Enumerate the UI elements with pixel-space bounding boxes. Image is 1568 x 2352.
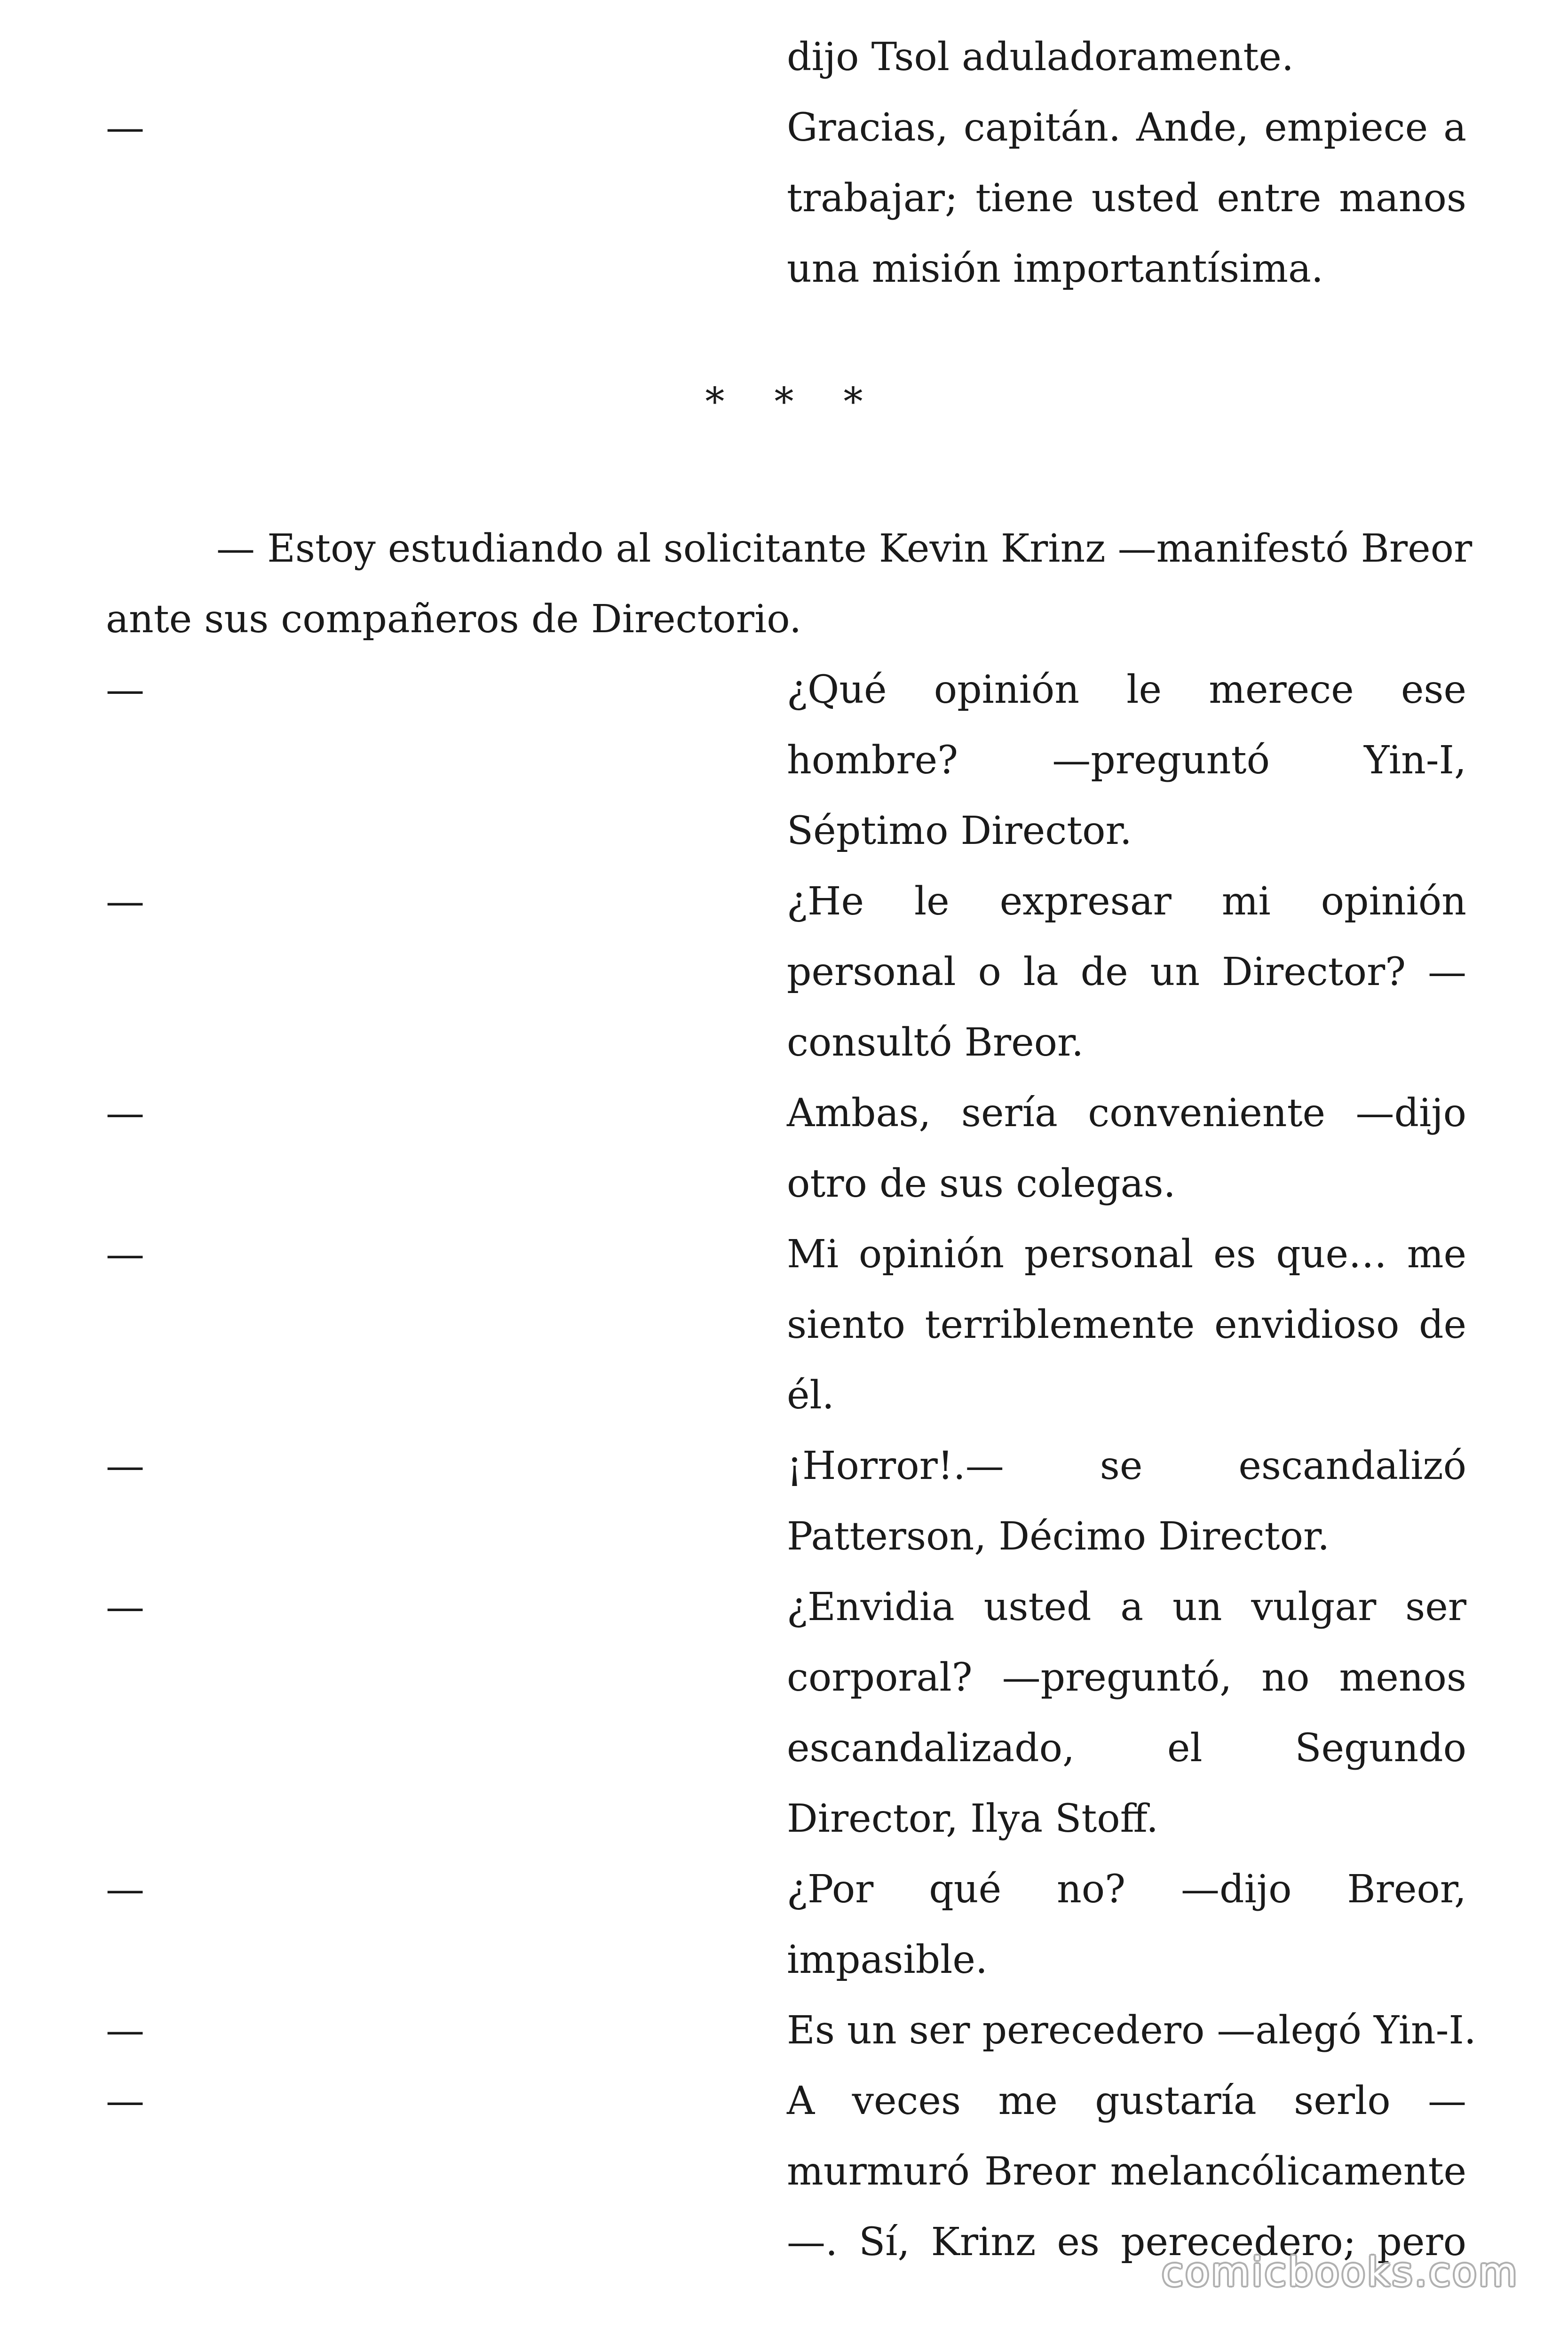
dialogue-line: ¿Por qué no? —dijo Breor, bbox=[787, 1867, 1466, 1912]
dialogue-dash: — bbox=[106, 1232, 144, 1277]
dialogue-line: Gracias, capitán. Ande, empiece a bbox=[787, 105, 1466, 150]
dialogue-line: ¿He le expresar mi opinión bbox=[787, 879, 1466, 924]
dialogue-dash: — bbox=[106, 1444, 144, 1488]
dialogue-line: Director, Ilya Stoff. bbox=[787, 1796, 1159, 1841]
watermark-logo: comicbooks.com bbox=[1162, 2249, 1519, 2295]
dialogue-dash: — bbox=[106, 667, 144, 712]
dialogue-line: otro de sus colegas. bbox=[787, 1161, 1176, 1206]
dialogue-line: murmuró Breor melancólicamente bbox=[787, 2149, 1466, 2194]
dialogue-line: personal o la de un Director? — bbox=[787, 950, 1466, 994]
text-line bbox=[0, 163, 1568, 234]
text-line bbox=[0, 1008, 1568, 1078]
text-line bbox=[0, 725, 1568, 796]
text-line bbox=[0, 1360, 1568, 1431]
dialogue-dash: — bbox=[106, 1091, 144, 1136]
paragraph-line: ante sus compañeros de Directorio. bbox=[106, 597, 802, 642]
text-line bbox=[0, 1784, 1568, 1854]
text-line bbox=[0, 1290, 1568, 1360]
dialogue-dash: — bbox=[106, 1585, 144, 1629]
scene-separator: * * * bbox=[705, 380, 882, 424]
text-line bbox=[0, 1925, 1568, 1995]
text-line bbox=[0, 866, 1568, 937]
text-line bbox=[0, 1219, 1568, 1290]
dialogue-line: Mi opinión personal es que… me bbox=[787, 1232, 1466, 1277]
paragraph-line: — Estoy estudiando al solicitante Kevin Krinz —manifestó Breor bbox=[216, 526, 1473, 571]
text-line bbox=[0, 1995, 1568, 2066]
dialogue-line: Patterson, Décimo Director. bbox=[787, 1514, 1330, 1559]
dialogue-line: una misión importantísima. bbox=[787, 246, 1323, 291]
text-line bbox=[0, 1643, 1568, 1713]
text-line bbox=[0, 1713, 1568, 1784]
dialogue-line: escandalizado, el Segundo bbox=[787, 1726, 1466, 1771]
text-line bbox=[0, 514, 1568, 584]
text-line bbox=[0, 1078, 1568, 1149]
text-line bbox=[0, 584, 1568, 655]
dialogue-line: Séptimo Director. bbox=[787, 809, 1132, 853]
text-line bbox=[0, 2066, 1568, 2137]
text-line bbox=[0, 1149, 1568, 1219]
dialogue-dash: — bbox=[106, 879, 144, 924]
dialogue-dash: — bbox=[106, 2008, 144, 2053]
text-line bbox=[0, 2137, 1568, 2207]
dialogue-line: ¿Qué opinión le merece ese bbox=[787, 667, 1466, 712]
dialogue-line: consultó Breor. bbox=[787, 1020, 1084, 1065]
dialogue-line: él. bbox=[787, 1373, 834, 1418]
text-line bbox=[0, 1502, 1568, 1572]
dialogue-dash: — bbox=[106, 1867, 144, 1912]
dialogue-line: Ambas, sería conveniente —dijo bbox=[787, 1091, 1466, 1136]
dialogue-line: corporal? —preguntó, no menos bbox=[787, 1655, 1466, 1700]
text-line bbox=[0, 234, 1568, 304]
dialogue-line: siento terriblemente envidioso de bbox=[787, 1303, 1466, 1347]
dialogue-line: Es un ser perecedero —alegó Yin-I. bbox=[787, 2008, 1476, 2053]
dialogue-line: —. Sí, Krinz es perecedero; pero bbox=[787, 2220, 1466, 2265]
dialogue-line: A veces me gustaría serlo — bbox=[787, 2079, 1466, 2123]
text-line bbox=[0, 937, 1568, 1008]
dialogue-line: dijo Tsol aduladoramente. bbox=[787, 35, 1294, 79]
text-line bbox=[0, 655, 1568, 725]
dialogue-line: ¿Envidia usted a un vulgar ser bbox=[787, 1585, 1466, 1629]
text-line bbox=[0, 1854, 1568, 1925]
text-line bbox=[0, 796, 1568, 866]
dialogue-line: hombre? —preguntó Yin-I, bbox=[787, 738, 1466, 783]
text-line bbox=[0, 1572, 1568, 1643]
dialogue-line: ¡Horror!.— se escandalizó bbox=[787, 1444, 1466, 1488]
text-line bbox=[0, 1431, 1568, 1502]
dialogue-line: impasible. bbox=[787, 1938, 988, 1982]
text-line bbox=[0, 22, 1568, 93]
dialogue-dash: — bbox=[106, 105, 144, 150]
dialogue-dash: — bbox=[106, 2079, 144, 2123]
text-line bbox=[0, 93, 1568, 163]
dialogue-line: trabajar; tiene usted entre manos bbox=[787, 176, 1466, 221]
